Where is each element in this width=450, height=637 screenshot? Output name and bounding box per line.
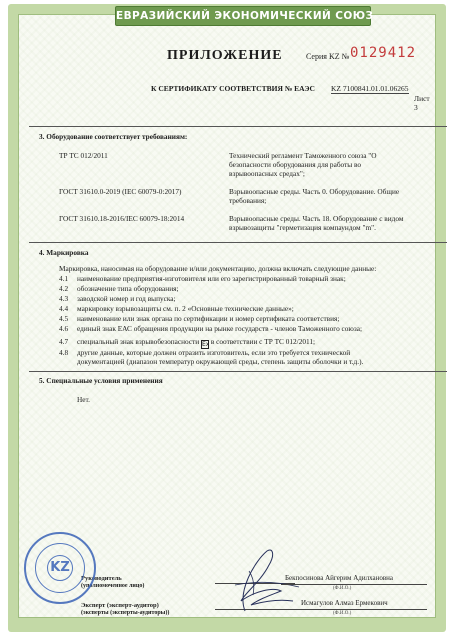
series-number: 0129412 xyxy=(350,45,417,61)
marking-item-num: 4.1 xyxy=(59,274,69,283)
expert-name: Исмагулов Алмаз Ермекович xyxy=(301,599,388,607)
certificate-number: KZ 7100841.01.01.06265 xyxy=(331,84,409,93)
divider xyxy=(29,242,447,243)
marking-item-text: единый знак ЕАС обращения продукции на рынке государств - членов Таможенного союза; xyxy=(77,324,363,333)
appendix-title: ПРИЛОЖЕНИЕ xyxy=(167,48,283,63)
seal-center-mark: KZ xyxy=(47,555,73,581)
marking-item-num: 4.4 xyxy=(59,304,69,313)
head-sublabel: (уполномоченное лицо) xyxy=(81,583,145,589)
marking-item-text: маркировку взрывозащиты см. п. 2 «Основные технические данные»; xyxy=(77,304,294,313)
series-label: Серия KZ № xyxy=(306,52,350,61)
standard-code-2: ГОСТ 31610.0-2019 (IEC 60079-0:2017) xyxy=(59,187,182,196)
section-3-heading: 3. Оборудование соответствует требованиям: xyxy=(39,132,188,141)
divider xyxy=(29,371,447,372)
union-banner: ЕВРАЗИЙСКИЙ ЭКОНОМИЧЕСКИЙ СОЮЗ xyxy=(115,6,371,26)
expert-sublabel: (эксперты (эксперты-аудиторы)) xyxy=(81,610,170,616)
standard-desc-2-line-2: требования; xyxy=(229,196,267,205)
marking-item-text: наименование предприятия-изготовителя или его зарегистрированный товарный знак; xyxy=(77,274,346,283)
standard-desc-1-line-2: безопасности оборудования для работы во xyxy=(229,160,362,169)
marking-item-7-before: специальный знак взрывобезопасности xyxy=(77,337,200,346)
marking-item-text: наименование или знак органа по сертификации и номер сертификата соответствия; xyxy=(77,314,340,323)
divider xyxy=(29,126,447,127)
marking-item-8-line-1: другие данные, которые должен отразить изготовитель, если это требуется технической xyxy=(77,348,351,357)
head-label: Руководитель xyxy=(81,575,122,582)
marking-item-num: 4.7 xyxy=(59,337,69,346)
section-4-heading: 4. Маркировка xyxy=(39,248,89,257)
head-name: Бекпосинова Айгерим Адилхановна xyxy=(285,574,394,582)
expert-label: Эксперт (эксперт-аудитор) xyxy=(81,602,159,609)
certificate-paper xyxy=(18,10,436,618)
marking-item-num: 4.5 xyxy=(59,314,69,323)
standard-desc-2-line-1: Взрывоопасные среды. Часть 0. Оборудование. Общие xyxy=(229,187,400,196)
special-conditions-text: Нет. xyxy=(77,395,90,404)
marking-item-text: обозначение типа оборудования; xyxy=(77,284,179,293)
head-name-line xyxy=(281,584,427,585)
ex-mark-icon: Ex xyxy=(202,341,210,348)
marking-item-num: 4.8 xyxy=(59,348,69,357)
expert-name-line xyxy=(281,609,427,610)
marking-item-7-after: в соответствии с ТР ТС 012/2011; xyxy=(210,337,316,346)
standard-code-1: ТР ТС 012/2011 xyxy=(59,151,108,160)
standard-desc-1-line-1: Технический регламент Таможенного союза "О xyxy=(229,151,377,160)
standard-code-3: ГОСТ 31610.18-2016/IEC 60079-18:2014 xyxy=(59,214,185,223)
standard-desc-3-line-2: взрывозащиты "герметизация компаундом "m". xyxy=(229,223,376,232)
sheet-number: Лист 3 xyxy=(414,94,430,112)
marking-intro: Маркировка, наносимая на оборудование и/или документацию, должна включать следующие данные: xyxy=(59,264,377,273)
expert-fio-caption: (Ф.И.О.) xyxy=(333,611,352,616)
marking-item-num: 4.3 xyxy=(59,294,69,303)
marking-item-num: 4.2 xyxy=(59,284,69,293)
round-seal-icon xyxy=(24,532,96,604)
marking-item-8-line-2: документацией (диапазон температур окружающей среды, степень защиты оболочки и т.д.). xyxy=(77,357,364,366)
marking-item-num: 4.6 xyxy=(59,324,69,333)
head-fio-caption: (Ф.И.О.) xyxy=(333,586,352,591)
marking-item-text: заводской номер и год выпуска; xyxy=(77,294,176,303)
section-5-heading: 5. Специальные условия применения xyxy=(39,376,163,385)
standard-desc-3-line-1: Взрывоопасные среды. Часть 18. Оборудование с видом xyxy=(229,214,404,223)
standard-desc-1-line-3: взрывоопасных средах"; xyxy=(229,169,305,178)
to-certificate-label: К СЕРТИФИКАТУ СООТВЕТСТВИЯ № ЕАЭС xyxy=(151,84,315,93)
